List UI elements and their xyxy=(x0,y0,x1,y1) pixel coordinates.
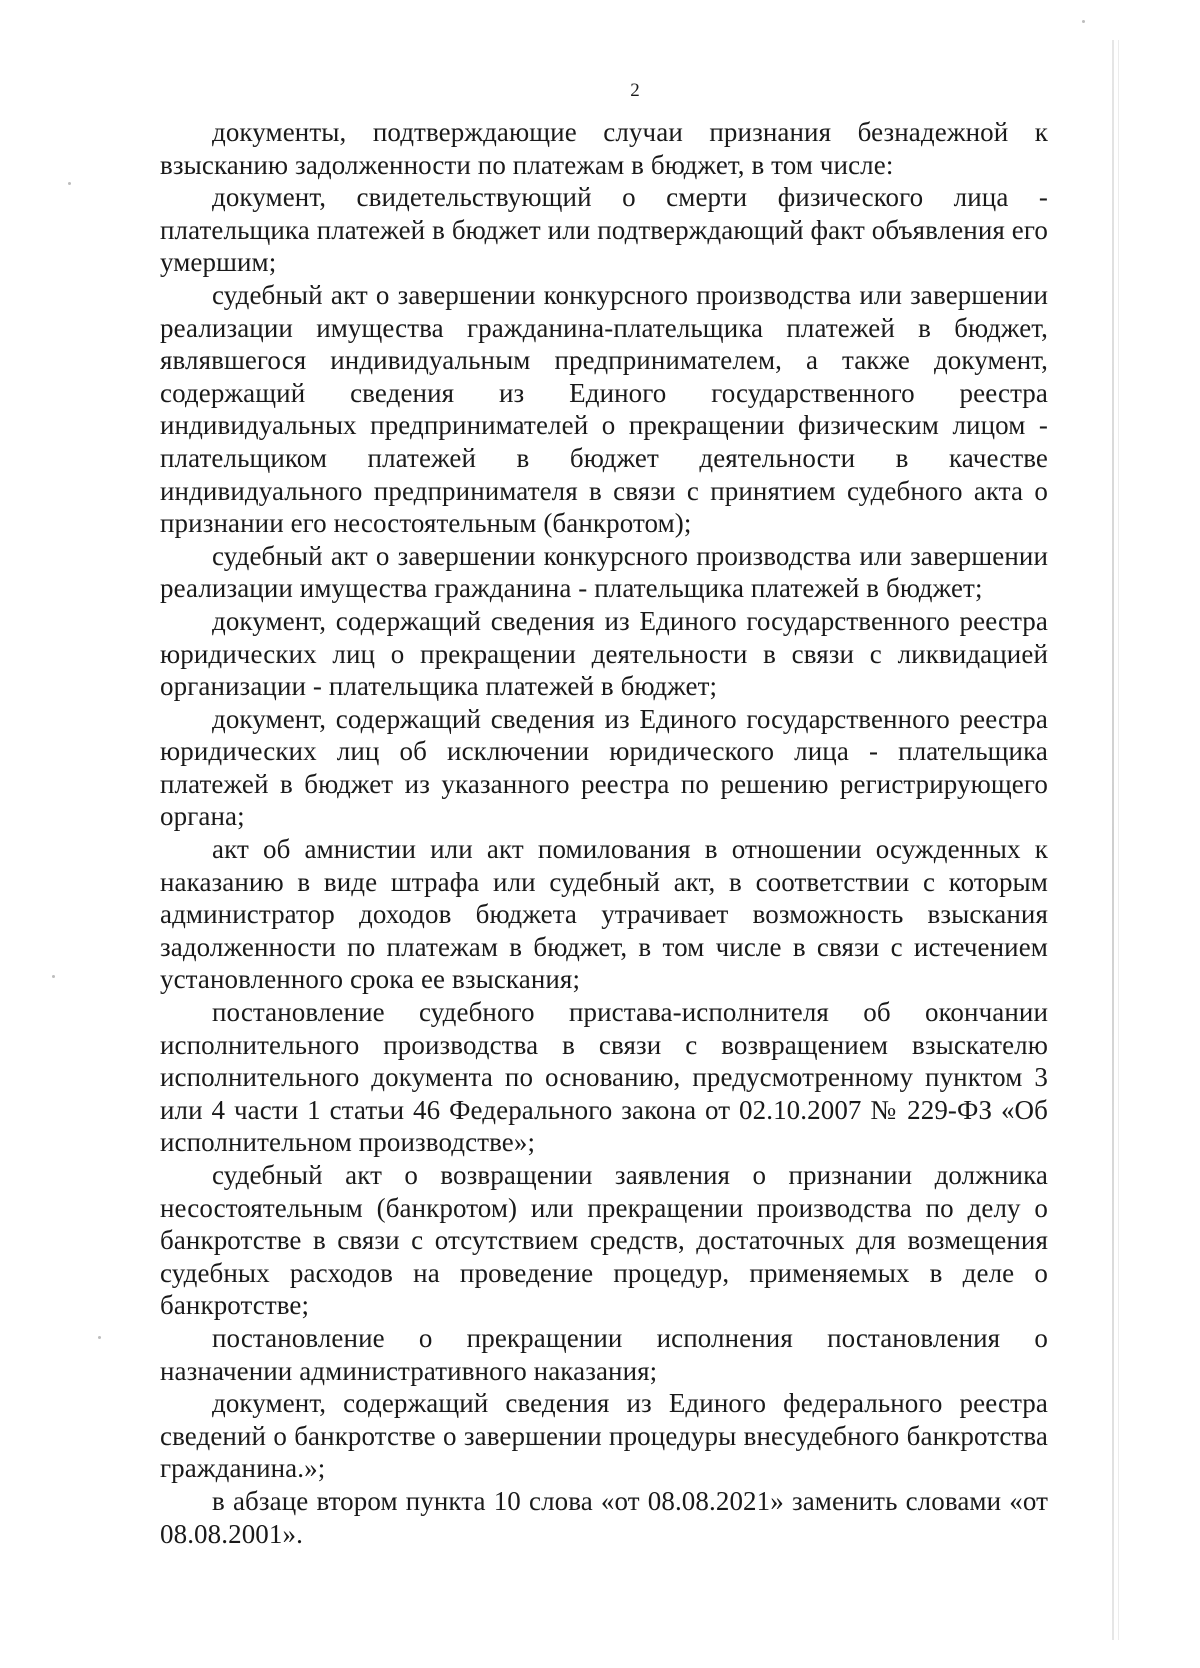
paragraph: в абзаце втором пункта 10 слова «от 08.08.2021» заменить словами «от 08.08.2001». xyxy=(160,1485,1048,1549)
paragraph: документ, свидетельствующий о смерти физического лица - плательщика платежей в бюджет или подтверждающий факт объявления его умершим; xyxy=(160,182,1048,278)
paragraph: документ, содержащий сведения из Единого государственного реестра юридических лиц о прекращении деятельности в связи с ликвидацией организации - плательщика платежей в бюджет; xyxy=(160,605,1048,702)
paragraph: постановление о прекращении исполнения постановления о назначении административного наказания; xyxy=(160,1322,1048,1386)
paragraph: постановление судебного пристава-исполнителя об окончании исполнительного производства в связи с возвращением взыскателю исполнительного документа по основанию, предусмотренному пунктом 3 или 4 части 1 статьи 46 Федерального закона от 02.10.2007 № 229-ФЗ «Об исполнительном производстве»; xyxy=(160,997,1048,1158)
scan-speck xyxy=(1082,20,1085,23)
document-body xyxy=(160,116,1048,1550)
scan-speck xyxy=(52,975,55,978)
paragraph: документ, содержащий сведения из Единого государственного реестра юридических лиц об исключении юридического лица - плательщика платежей в бюджет из указанного реестра по решению регистрирующего органа; xyxy=(160,703,1048,832)
scan-edge-line xyxy=(1112,40,1114,1640)
paragraph: судебный акт о завершении конкурсного производства или завершении реализации имущества гражданина-плательщика платежей в бюджет, являвшегося индивидуальным предпринимателем, а также документ, содержащий сведения из Единого государственного реестра индивидуальных предпринимателей о прекращении физическим лицом - плательщиком платежей в бюджет деятельности в качестве индивидуального предпринимателя в связи с принятием судебного акта о признании его несостоятельным (банкротом); xyxy=(160,279,1048,539)
paragraph: судебный акт о завершении конкурсного производства или завершении реализации имущества гражданина - плательщика платежей в бюджет; xyxy=(160,540,1048,604)
paragraph: документ, содержащий сведения из Единого федерального реестра сведений о банкротстве о завершении процедуры внесудебного банкротства гражданина.»; xyxy=(160,1388,1048,1484)
page-number: 2 xyxy=(630,80,640,101)
paragraph: судебный акт о возвращении заявления о признании должника несостоятельным (банкротом) или прекращении производства по делу о банкротстве в связи с отсутствием средств, достаточных для возмещения судебных расходов на проведение процедур, применяемых в деле о банкротстве; xyxy=(160,1160,1048,1321)
paragraph: акт об амнистии или акт помилования в отношении осужденных к наказанию в виде штрафа или судебный акт, в соответствии с которым администратор доходов бюджета утрачивает возможность взыскания задолженности по платежам в бюджет, в том числе в связи с истечением установленного срока ее взыскания; xyxy=(160,834,1048,995)
scan-speck xyxy=(98,1336,101,1339)
scan-speck xyxy=(68,182,71,185)
scan-edge-line-secondary xyxy=(1118,40,1119,1640)
paragraph: документы, подтверждающие случаи признания безнадежной к взысканию задолженности по платежам в бюджет, в том числе: xyxy=(160,117,1048,180)
